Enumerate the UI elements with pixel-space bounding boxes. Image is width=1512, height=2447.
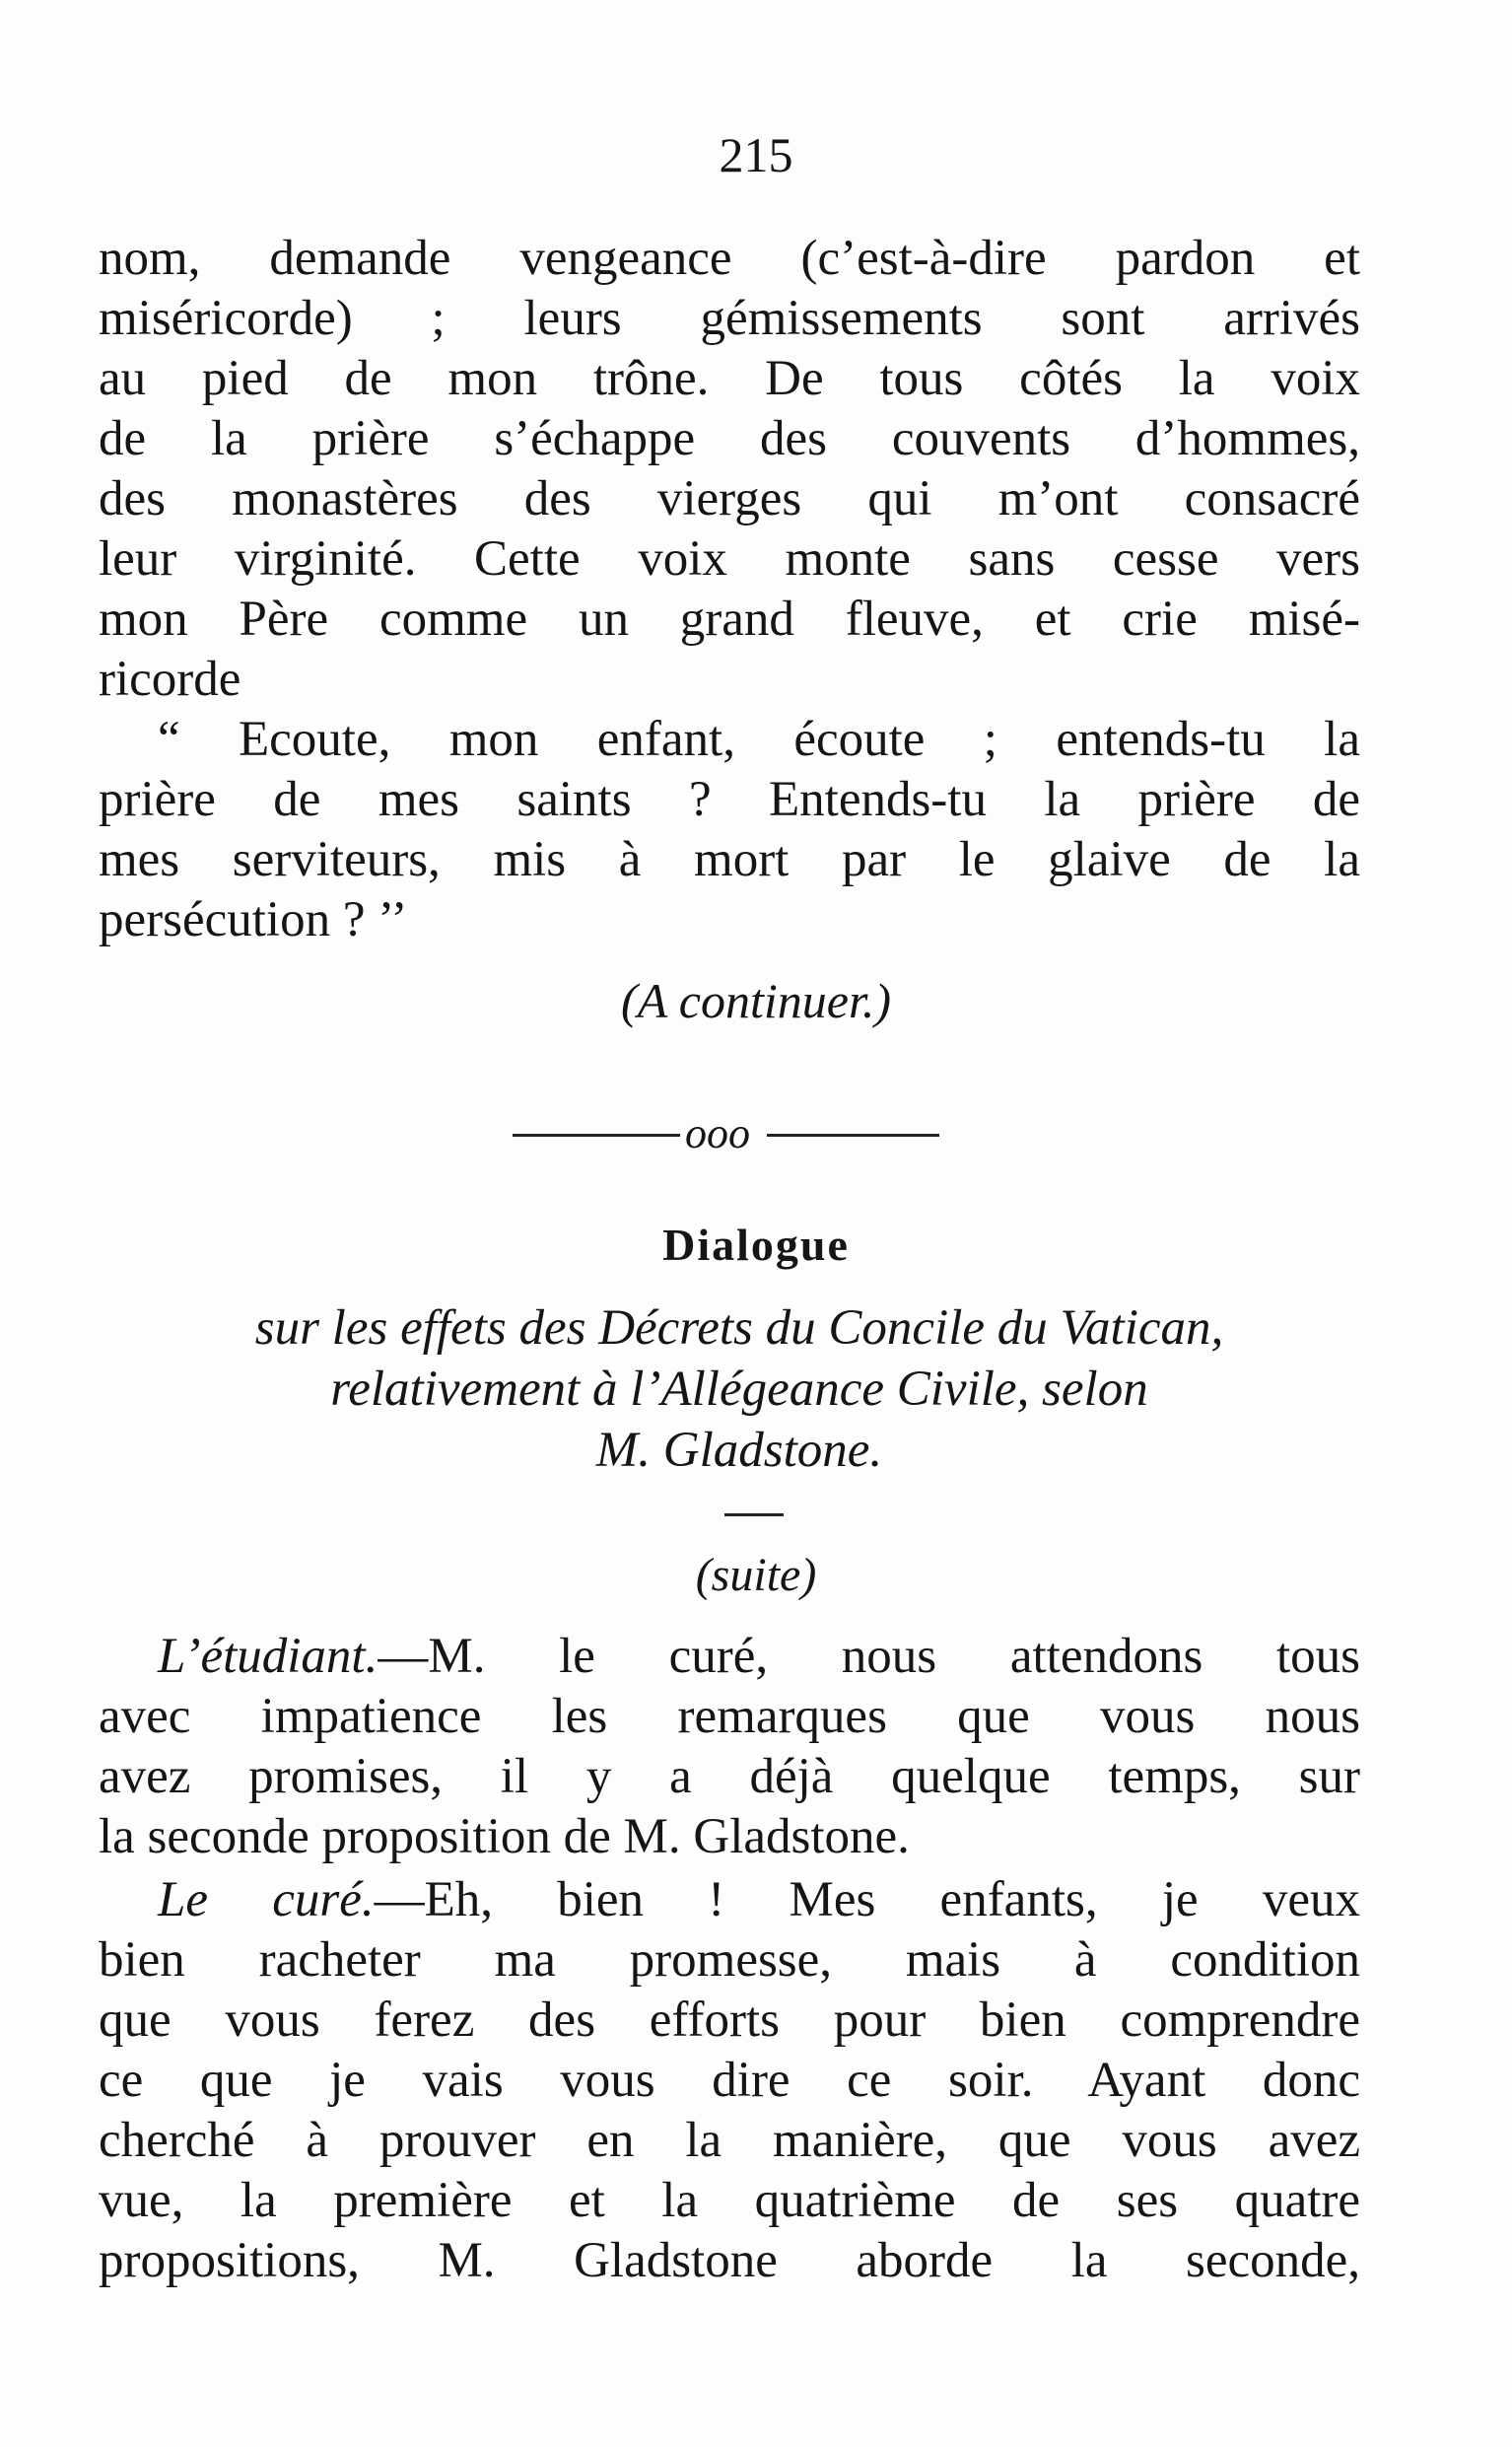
paragraph-2: [99, 710, 1360, 950]
text-line: nom, demande vengeance (c’est-à-dire pardon et: [99, 231, 1360, 286]
speaker-name: Le curé.: [158, 1872, 375, 1927]
text-line: la seconde proposition de M. Gladstone.: [99, 1809, 910, 1864]
section-title: Dialogue: [662, 1220, 850, 1270]
text-line: vue, la première et la quatrième de ses quatre: [99, 2173, 1360, 2228]
text-line: ce que je vais vous dire ce soir. Ayant donc: [99, 2053, 1360, 2108]
text-line: que vous ferez des efforts pour bien comprendre: [99, 1993, 1360, 2048]
text-line: cherché à prouver en la manière, que vous avez: [99, 2113, 1360, 2168]
text-line: mes serviteurs, mis à mort par le glaive de la: [99, 832, 1360, 887]
text-line: —M. le curé, nous attendons tous: [378, 1629, 1360, 1684]
text-line: avez promises, il y a déjà quelque temps, sur: [99, 1749, 1360, 1804]
section-subtitle: [99, 1297, 1380, 1481]
text-line: bien racheter ma promesse, mais à condition: [99, 1932, 1360, 1988]
separator-line-left: [513, 1134, 680, 1137]
text-line-indented: [99, 710, 1360, 770]
section-separator: [513, 1108, 946, 1157]
paragraph-1: [99, 229, 1360, 710]
text-line: avec impatience les remarques que vous nous: [99, 1689, 1360, 1744]
subtitle-line: relativement à l’Allégeance Civile, selon: [330, 1362, 1148, 1417]
text-line-indented: [99, 1627, 1360, 1687]
separator-line-right: [767, 1134, 939, 1137]
text-line: leur virginité. Cette voix monte sans cesse vers: [99, 531, 1360, 587]
paragraph-3: [99, 1627, 1360, 1867]
text-line: prière de mes saints ? Entends-tu la prière de: [99, 772, 1360, 827]
page-number: 215: [719, 127, 793, 182]
short-divider: [724, 1513, 784, 1516]
text-line: propositions, M. Gladstone aborde la seconde,: [99, 2233, 1360, 2288]
text-line: “ Ecoute, mon enfant, écoute ; entends-tu la: [158, 712, 1360, 767]
text-line: ricorde: [99, 652, 241, 707]
separator-ooo: ooo: [685, 1109, 750, 1157]
subtitle-line: sur les effets des Décrets du Concile du Vatican,: [254, 1300, 1224, 1356]
to-be-continued: (A continuer.): [620, 973, 892, 1028]
text-line-indented: [99, 1870, 1360, 1930]
text-line: des monastères des vierges qui m’ont consacré: [99, 471, 1360, 526]
subtitle-line: M. Gladstone.: [595, 1423, 883, 1478]
text-line: au pied de mon trône. De tous côtés la voix: [99, 351, 1360, 406]
text-line: miséricorde) ; leurs gémissements sont arrivés: [99, 291, 1360, 346]
text-line: de la prière s’échappe des couvents d’hommes,: [99, 411, 1360, 466]
paragraph-4: [99, 1870, 1360, 2291]
speaker-name: L’étudiant.: [158, 1629, 378, 1684]
text-line: —Eh, bien ! Mes enfants, je veux: [374, 1872, 1360, 1927]
text-line: persécution ? ’’: [99, 892, 408, 947]
continued-label: (suite): [695, 1549, 817, 1601]
text-line: mon Père comme un grand fleuve, et crie misé-: [99, 592, 1360, 647]
